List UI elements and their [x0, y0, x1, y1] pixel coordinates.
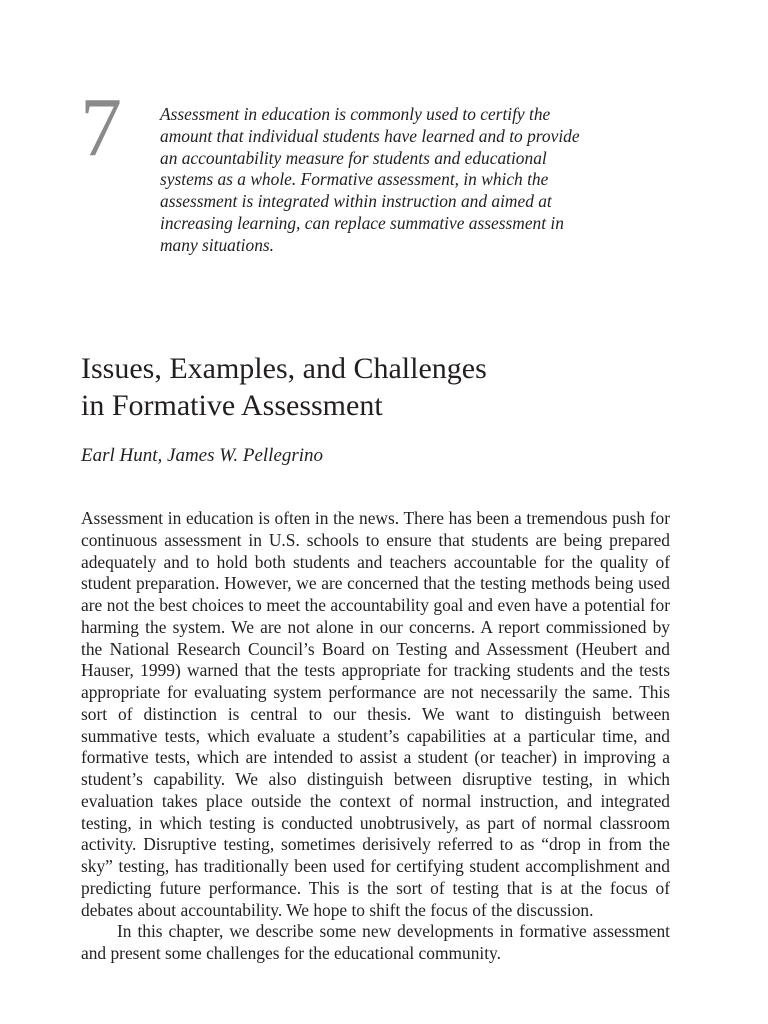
- chapter-number: 7: [80, 81, 122, 174]
- body-text: [81, 508, 670, 965]
- chapter-title: [81, 350, 641, 424]
- body-paragraph-2: In this chapter, we describe some new developments in formative assessment and present some challenges for the educational community.: [81, 921, 670, 963]
- chapter-title-line-1: Issues, Examples, and Challenges: [81, 352, 487, 385]
- body-paragraph-1: Assessment in education is often in the news. There has been a tremendous push for continuous assessment in U.S. schools to ensure that students are being prepared adequately and to hold both students and teachers accountable for the quality of student preparation. However, we are concerned that the testing methods being used are not the best choices to meet the accountability goal and even have a potential for harming the system. We are not alone in our concerns. A report commissioned by the National Research Council’s Board on Testing and Assessment (Heubert and Hauser, 1999) warned that the tests appropriate for tracking students and the tests appropriate for evaluating system performance are not necessarily the same. This sort of distinction is central to our thesis. We want to distinguish between summative tests, which evaluate a student’s capabilities at a particular time, and formative tests, which are intended to assist a student (or teacher) in improving a student’s capability. We also distinguish between disruptive testing, in which evaluation takes place outside the context of normal instruction, and integrated testing, in which testing is conducted unobtrusively, as part of normal classroom activity. Disruptive testing, sometimes derisively referred to as “drop in from the sky” testing, has traditionally been used for certifying student accomplishment and predicting future performance. This is the sort of testing that is at the focus of debates about accountability. We hope to shift the focus of the discussion.: [81, 508, 670, 920]
- chapter-abstract: Assessment in education is commonly used to certify the amount that individual students have learned and to provide an accountability measure for students and educational systems as a whole. Formative assessment, in which the assessment is integrated within instruction and aimed at increasing learning, can replace summative assessment in many situations.: [160, 104, 580, 255]
- chapter-authors: Earl Hunt, James W. Pellegrino: [81, 445, 324, 466]
- chapter-title-line-2: in Formative Assessment: [81, 389, 383, 422]
